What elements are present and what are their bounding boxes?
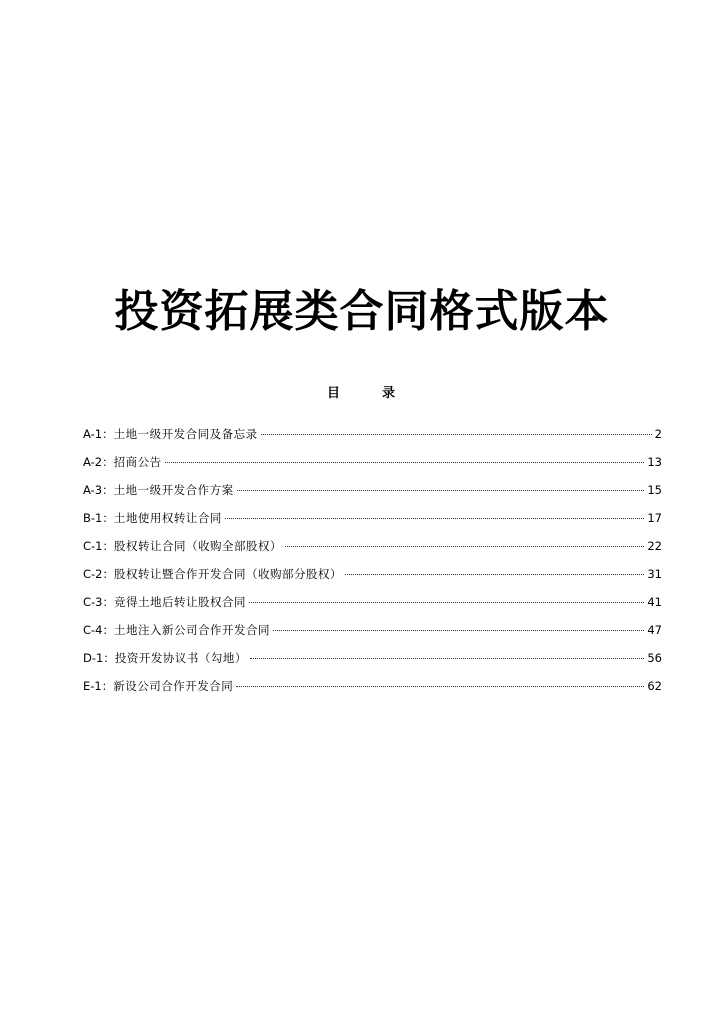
toc-entry-code: B-1 [83,511,103,525]
toc-entry-title: 土地注入新公司合作开发合同 [114,623,270,637]
toc-entry-separator: ： [102,483,114,497]
toc-dot-leader [237,490,645,491]
toc-entry-code: C-4 [83,623,103,637]
toc-entry-code: E-1 [83,679,102,693]
toc-dot-leader [250,658,645,659]
toc-entry-page: 47 [647,623,662,637]
toc-heading [0,384,724,404]
toc-entry-separator: ： [103,651,115,665]
toc-entry-page: 2 [654,427,662,441]
toc-entry-code: C-2 [83,567,103,581]
toc-entry-code: A-3 [83,483,103,497]
toc-entry-separator: ： [102,539,114,553]
toc-dot-leader [249,602,644,603]
toc-entry[interactable] [83,508,662,536]
toc-entry[interactable] [83,676,662,704]
table-of-contents [83,424,662,704]
toc-entry[interactable] [83,536,662,564]
toc-entry-separator: ： [102,567,114,581]
toc-entry-separator: ： [102,511,114,525]
toc-dot-leader [236,686,644,687]
toc-entry-code: C-3 [83,595,103,609]
toc-entry-separator: ： [102,595,114,609]
toc-dot-leader [165,462,645,463]
toc-entry-title: 竞得土地后转让股权合同 [114,595,246,609]
toc-dot-leader [225,518,645,519]
toc-entry-title: 新设公司合作开发合同 [113,679,234,693]
toc-entry-title: 投资开发协议书（勾地） [114,651,247,665]
toc-dot-leader [345,574,644,575]
toc-dot-leader [285,546,644,547]
toc-heading-right: 录 [382,386,398,401]
toc-entry-code: C-1 [83,539,103,553]
toc-entry-separator: ： [101,679,114,693]
toc-entry-separator: ： [102,623,114,637]
toc-entry[interactable] [83,592,662,620]
toc-dot-leader [273,630,644,631]
toc-dot-leader [261,434,652,435]
toc-entry-title: 股权转让合同（收购全部股权） [114,539,282,553]
toc-entry-page: 17 [647,511,662,525]
toc-entry-page: 56 [647,651,662,665]
toc-entry[interactable] [83,648,662,676]
toc-entry-code: A-1 [83,427,103,441]
toc-entry-separator: ： [102,455,114,469]
toc-entry-page: 62 [647,679,662,693]
toc-entry-page: 13 [647,455,662,469]
toc-entry-title: 招商公告 [113,455,162,469]
toc-entry-page: 31 [647,567,662,581]
toc-entry-title: 土地一级开发合同及备忘录 [113,427,258,441]
toc-entry-code: A-2 [83,455,103,469]
toc-entry-title: 土地一级开发合作方案 [113,483,234,497]
toc-entry[interactable] [83,620,662,648]
toc-heading-left: 目 [326,386,342,401]
toc-entry-page: 41 [647,595,662,609]
toc-entry-title: 土地使用权转让合同 [113,511,222,525]
toc-entry-separator: ： [102,427,114,441]
toc-entry-page: 22 [647,539,662,553]
toc-entry[interactable] [83,564,662,592]
toc-entry-title: 股权转让暨合作开发合同（收购部分股权） [114,567,342,581]
toc-entry[interactable] [83,424,662,452]
toc-entry-code: D-1 [83,651,104,665]
document-title: 投资拓展类合同格式版本 [114,286,610,337]
toc-entry[interactable] [83,480,662,508]
toc-entry-page: 15 [647,483,662,497]
toc-entry[interactable] [83,452,662,480]
